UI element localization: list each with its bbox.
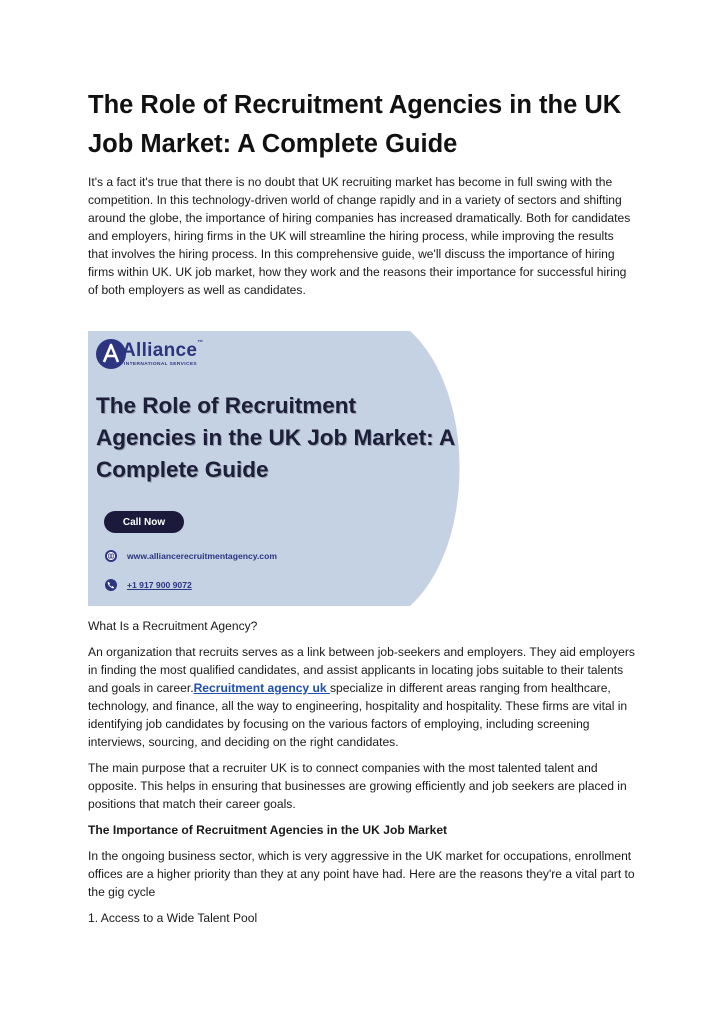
brand-subtitle: INTERNATIONAL SERVICES [124,362,198,367]
section2-paragraph: In the ongoing business sector, which is very aggressive in the UK market for occupations, enrollment offices are a higher priority than they at any point have had. Here are the reasons they're a vital part to the gig cycle [88,849,635,899]
website-row [105,550,277,562]
banner-title: The Role of Recruitment Agencies in the UK Job Market: A Complete Guide [96,393,455,482]
globe-icon [105,550,117,562]
section1-paragraph2: The main purpose that a recruiter UK is to connect companies with the most talented talent and opposite. This helps in ensuring that businesses are growing efficiently and job seekers are placed in positions that match their career goals. [88,761,627,811]
section1-paragraph1 [88,643,636,751]
section-heading-importance: The Importance of Recruitment Agencies in the UK Job Market [88,823,448,837]
phone-row [105,579,192,591]
phone-number[interactable]: +1 917 900 9072 [127,580,192,590]
phone-icon [105,579,117,591]
page-title: The Role of Recruitment Agencies in the UK Job Market: A Complete Guide [88,91,622,158]
website-link[interactable]: www.alliancerecruitmentagency.com [127,551,277,561]
list-item-1: 1. Access to a Wide Talent Pool [88,911,258,925]
call-now-button[interactable]: Call Now [104,511,184,533]
recruitment-agency-uk-link[interactable]: Recruitment agency uk [193,681,330,695]
brand-logo-text: Alliance™ [122,340,204,361]
para1-text-after: specialize in different areas ranging from healthcare, technology, and finance, all the way to engineering, hospitality and hospitality. These firms are vital in identifying job candidates by focusing on the various factors of employing, including screening interviews, sourcing, and deciding on the right candidates. [88,681,628,749]
para1-text-before: An organization that recruits serves as a link between job-seekers and employers. They aid employers in finding the most qualified candidates, and assist applicants in locating jobs suitable to their talents and goals in career. [88,645,635,695]
banner-image [88,331,460,606]
intro-paragraph: It's a fact it's true that there is no doubt that UK recruiting market has become in full swing with the competition. In this technology-driven world of change rapidly and in a variety of sectors and shifting around the globe, the importance of hiring companies has increased dramatically. Both for candidates and employers, hiring firms in the UK will streamline the hiring process, while improving the results that involves the hiring process. In this comprehensive guide, we'll discuss the importance of hiring firms within UK. UK job market, how they work and the reasons their importance for successful hiring of both employers as well as candidates. [88,175,631,297]
section-heading-what-is: What Is a Recruitment Agency? [88,619,258,633]
